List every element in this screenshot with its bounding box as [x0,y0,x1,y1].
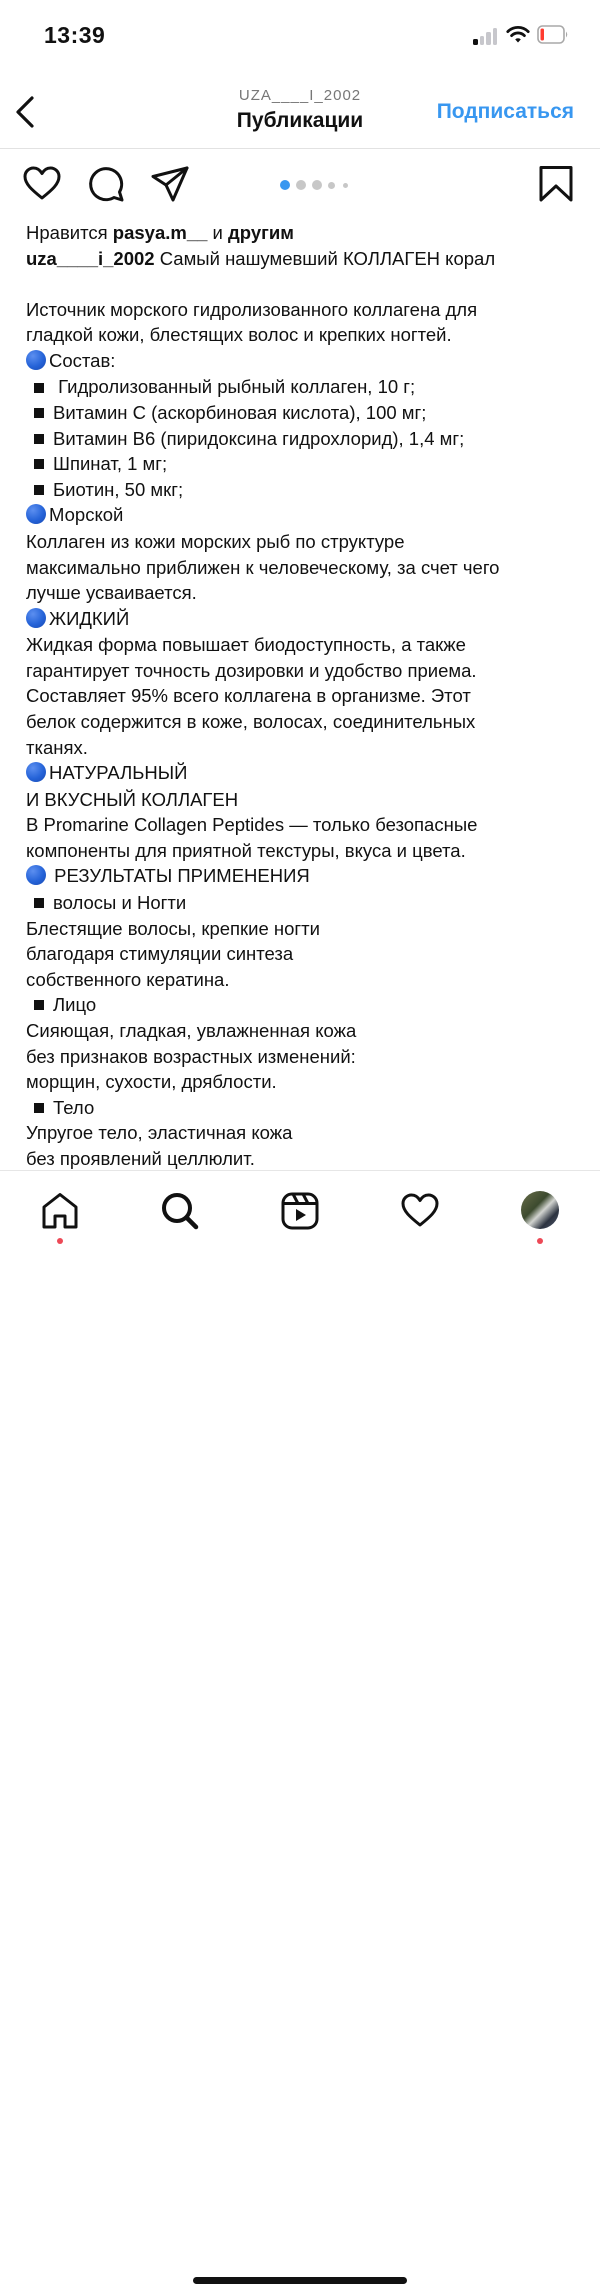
square-bullet-icon [34,434,44,444]
post-actions [0,160,600,210]
like-icon[interactable] [22,164,62,204]
likes-others-link[interactable]: другим [228,222,294,243]
text-line: Источник морского гидролизованного коллагена для [26,298,478,320]
text-line: собственного кератина. [26,968,230,990]
text-line: Сияющая, гладкая, увлажненная кожа [26,1019,357,1041]
square-bullet-icon [34,408,44,418]
carousel-dot [328,182,335,189]
profile-notification-dot [537,1238,543,1244]
comment-icon[interactable] [86,164,126,204]
section-heading-cont: И ВКУСНЫЙ КОЛЛАГЕН [26,788,239,810]
blue-circle-icon [26,865,46,885]
square-bullet-icon [34,383,44,393]
page-title: Публикации [236,109,364,132]
text-line: гладкой кожи, блестящих волос и крепких ногтей. [26,324,452,346]
text-line: Жидкая форма повышает биодоступность, а также [26,634,466,656]
list-item: Гидролизованный рыбный коллаген, 10 г; [26,374,586,400]
likes-middle: и [207,222,229,243]
section-heading: РЕЗУЛЬТАТЫ ПРИМЕНЕНИЯ [26,863,586,890]
home-indicator [193,2277,407,2284]
text-line: без признаков возрастных изменений: [26,1045,356,1067]
wifi-icon [506,24,530,44]
text-line: компоненты для приятной текстуры, вкуса и цвета. [26,839,466,861]
text-line: Упругое тело, эластичная кожа [26,1122,293,1144]
carousel-dot [312,180,322,190]
likes-prefix: Нравится [26,222,113,243]
square-bullet-icon [34,459,44,469]
blue-circle-icon [26,762,46,782]
text-line: белок содержится в коже, волосах, соединительных [26,711,476,732]
text-line: тканях. [26,736,88,758]
caption-line [26,246,586,272]
home-icon[interactable] [40,1191,80,1231]
text-line: Составляет 95% всего коллагена в организме. Этот [26,685,471,707]
header-username: UZA____I_2002 [238,87,362,104]
post-text [26,220,586,1172]
carousel-dot [343,183,348,188]
list-item: Лицо [26,992,586,1018]
text-line: Блестящие волосы, крепкие ногти [26,917,320,939]
list-item: Шпинат, 1 мг; [26,451,586,477]
signal-icon [473,27,499,45]
section-heading: НАТУРАЛЬНЫЙ [26,760,586,787]
carousel-dot [296,180,306,190]
status-time: 13:39 [44,22,106,48]
text-line: без проявлений целлюлит. [26,1147,255,1169]
likes-line [26,220,586,246]
section-heading: ЖИДКИЙ [26,606,586,633]
text-line: В Promarine Collagen Peptides — только безопасные [26,814,478,836]
square-bullet-icon [34,1103,44,1113]
list-item: Витамин В6 (пиридоксина гидрохлорид), 1,4 мг; [26,426,586,452]
status-bar [0,0,600,72]
blue-circle-icon [26,350,46,370]
blue-circle-icon [26,608,46,628]
caption-headline: Самый нашумевший КОЛЛАГЕН корал [154,247,496,269]
text-line: максимально приближен к человеческому, за счет чего [26,556,500,578]
search-icon[interactable] [160,1191,200,1231]
section-heading: Морской [26,502,586,529]
battery-icon [537,25,569,44]
header [0,72,600,149]
share-icon[interactable] [150,164,190,204]
text-line: благодаря стимуляции синтеза [26,943,294,965]
text-line: морщин, сухости, дряблости. [26,1071,277,1093]
section-heading: Состав: [26,348,586,375]
text-line: лучше усваивается. [26,582,197,604]
carousel-dot-active [280,180,290,190]
bookmark-icon[interactable] [536,164,576,204]
blue-circle-icon [26,504,46,524]
square-bullet-icon [34,1000,44,1010]
square-bullet-icon [34,898,44,908]
subscribe-button[interactable]: Подписаться [436,100,574,123]
spacer [26,271,586,297]
tab-bar [0,1170,600,1299]
text-line: гарантирует точность дозировки и удобство приема. [26,659,477,681]
text-line: Коллаген из кожи морских рыб по структуре [26,530,405,552]
activity-icon[interactable] [400,1191,440,1231]
back-icon[interactable] [10,92,42,132]
reels-icon[interactable] [280,1191,320,1231]
caption-author[interactable]: uza____i_2002 [26,247,155,269]
list-item: Тело [26,1095,586,1121]
list-item: Биотин, 50 мкг; [26,477,586,503]
list-item: Витамин С (аскорбиновая кислота), 100 мг; [26,400,586,426]
home-notification-dot [57,1238,63,1244]
square-bullet-icon [34,485,44,495]
liker-username[interactable]: pasya.m__ [112,222,208,243]
profile-avatar[interactable] [521,1191,559,1229]
list-item: волосы и Ногти [26,890,586,916]
